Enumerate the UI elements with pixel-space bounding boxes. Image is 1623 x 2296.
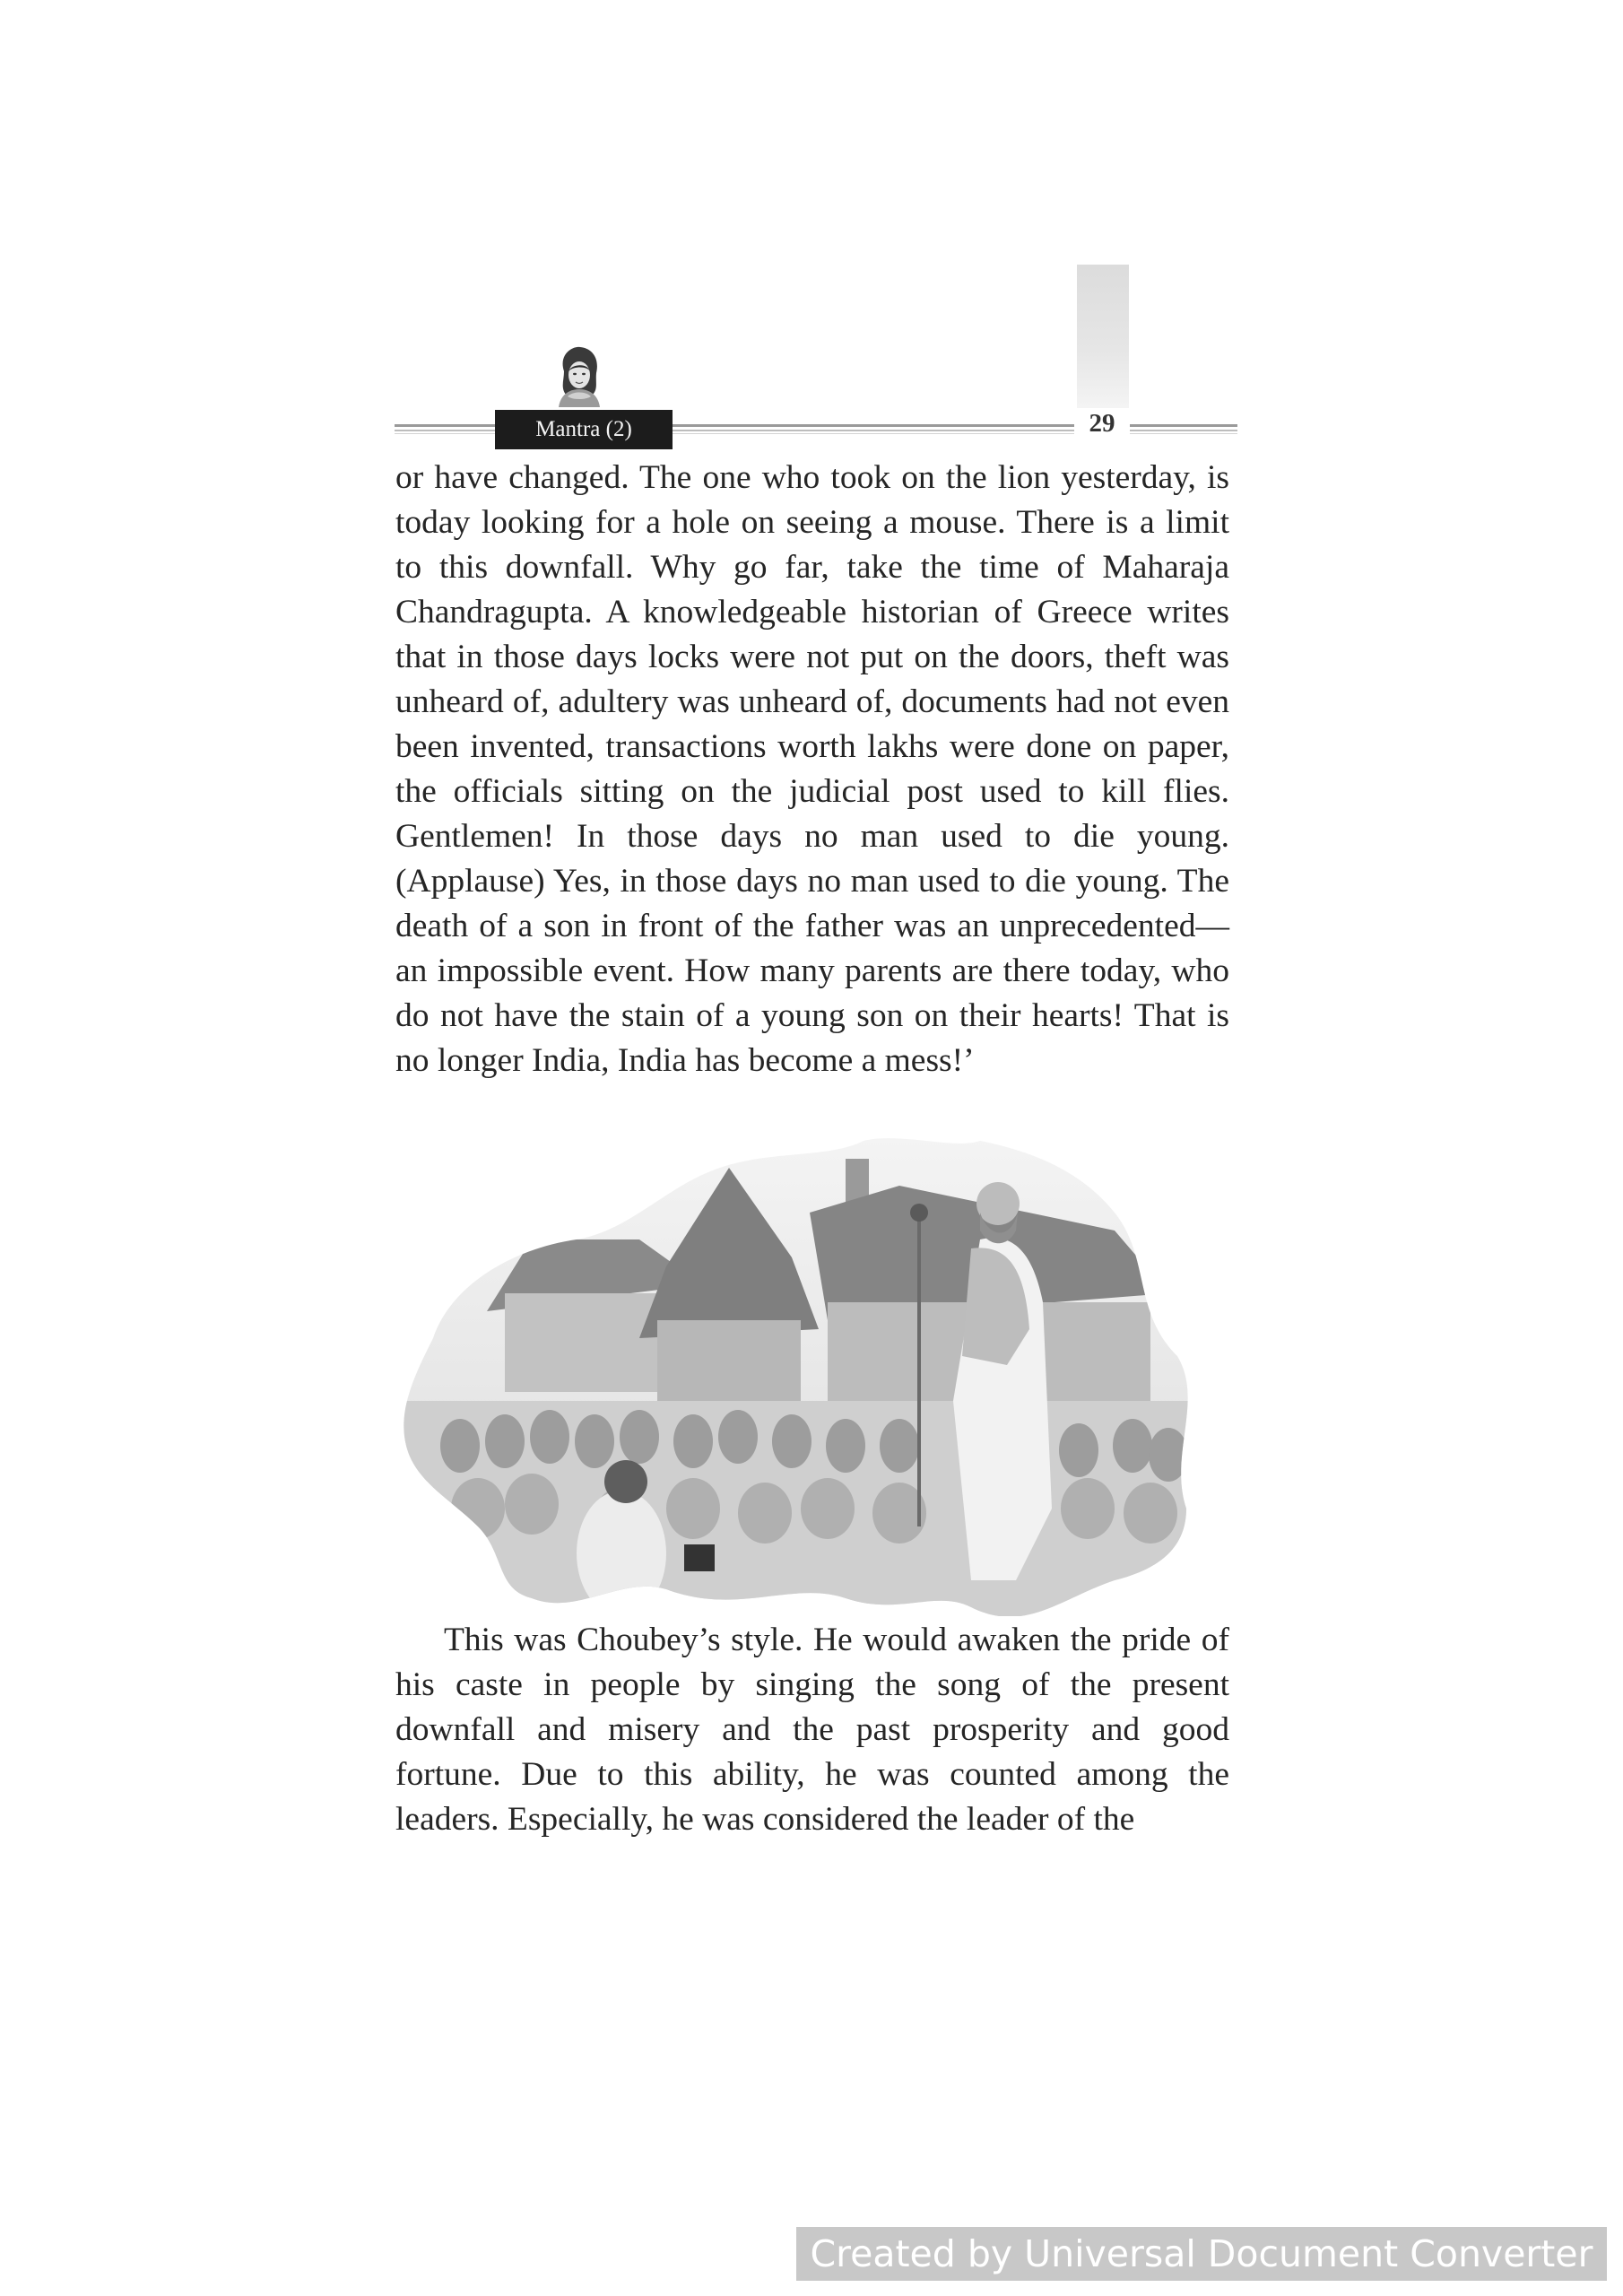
woman-portrait-icon xyxy=(551,344,607,409)
book-title-label: Mantra (2) xyxy=(495,410,673,449)
village-speech-illustration xyxy=(397,1132,1222,1616)
watermark-banner: Created by Universal Document Converter xyxy=(796,2227,1607,2281)
page-number: 29 xyxy=(1074,409,1130,441)
body-paragraph: or have changed. The one who took on the lion yesterday, is today looking for a hole on seeing a mouse. There is a limit to this downfall. Why go far, take the time of Maharaja Chandragupta. A knowledgeable historian of Greece writes that in those days locks were not put on the doors, theft was unheard of, adultery was unheard of, documents had not even been invented, transactions worth lakhs were done on paper, the officials sitting on the judicial post used to kill flies. Gentlemen! In those days no man used to die young. (Applause) Yes, in those days no man used to die young. The death of a son in front of the father was an unprecedented—an impossible event. How many parents are there today, who do not have the stain of a young son on their hearts! That is no longer India, India has become a mess!’ xyxy=(395,459,1229,1079)
body-paragraph: This was Choubey’s style. He would awaken the pride of his caste in people by singing the song of the present downfall and misery and the past prosperity and good fortune. Due to this ability, he was counted among the leaders. Especially, he was considered the leader of the xyxy=(395,1622,1229,1838)
page-edge-tab xyxy=(1077,265,1129,408)
